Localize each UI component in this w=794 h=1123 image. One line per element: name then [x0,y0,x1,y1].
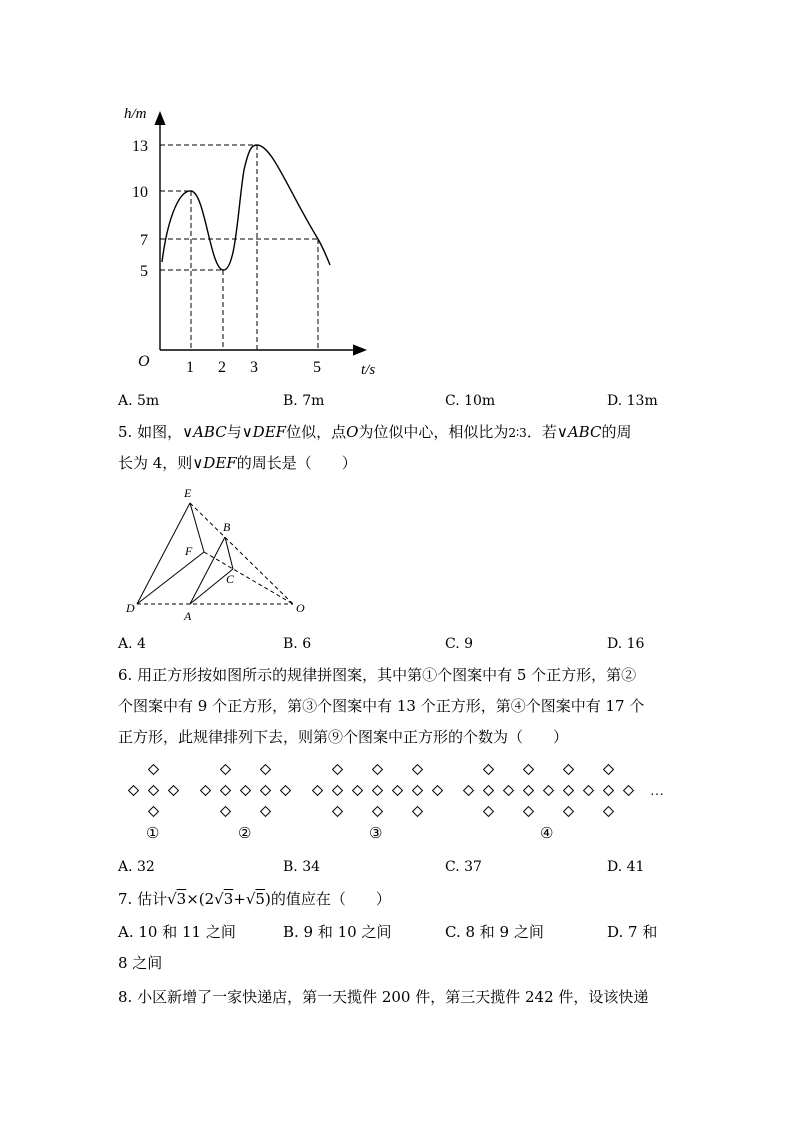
q6-line-1: 6. 用正方形按如图所示的规律拼图案，其中第①个图案中有 5 个正方形，第② [118,666,637,684]
figure-labels [125,486,305,623]
q5-text: ．若 [526,423,557,441]
label-E: E [184,486,192,500]
pattern-label-3: ③ [369,826,383,842]
label-D: D [126,601,135,615]
y-tick-7: 7 [140,232,148,249]
q7-expr: ×(2 [186,890,215,908]
pattern-ellipsis: … [650,784,664,799]
sqrt-icon: √ [167,890,177,908]
q7-prefix: 7. 估计 [118,890,168,908]
label-B: B [223,520,231,534]
label-A: A [184,609,192,623]
square-patterns [129,765,634,817]
y-tick-10: 10 [132,184,148,201]
q5-text: 的周长是（ ） [236,454,357,472]
x-tick-3: 3 [250,359,258,376]
q7-suffix: 的值应在（ ） [270,890,391,908]
q5-option-d[interactable]: D. 16 [607,636,645,652]
q7-radicand-3: 5 [255,890,265,908]
q5-point-o: O [346,423,359,441]
q5-option-a[interactable]: A. 4 [118,636,146,652]
q5-ratio: 2∶3 [508,426,527,440]
q5-text: 与 [226,423,242,441]
q4-option-a[interactable]: A. 5m [118,393,160,409]
q6-option-b[interactable]: B. 34 [283,859,321,875]
q6-option-a[interactable]: A. 32 [118,859,155,875]
q5-text: 的周 [601,423,632,441]
y-axis-label: h/m [124,106,147,122]
q6-line-3: 正方形，此规律排列下去，则第⑨个图案中正方形的个数为（ ） [118,728,569,746]
q7-option-d-cont: 8 之间 [118,954,163,972]
pattern-label-1: ① [146,826,160,842]
q7-option-a[interactable]: A. 10 和 11 之间 [118,923,236,941]
q5-text: 位似，点 [286,423,347,441]
q5-text: 为位似中心，相似比为 [358,423,509,441]
q7-line [118,889,391,909]
y-tick-5: 5 [140,263,148,280]
q6-line-2: 个图案中有 9 个正方形，第③个图案中有 13 个正方形，第④个图案中有 17 个 [118,697,645,715]
q8-line-1: 8. 小区新增了一家快递店，第一天揽件 200 件，第三天揽件 242 件，设该快递 [118,988,649,1006]
x-tick-2: 2 [218,359,226,376]
q5-text: 5. 如图， [118,423,183,441]
q7-radicand-1: 3 [176,890,187,908]
q4-option-c[interactable]: C. 10m [445,393,496,409]
q6-option-d[interactable]: D. 41 [607,859,645,875]
q4-option-d[interactable]: D. 13m [607,393,658,409]
sqrt-icon: √ [214,890,224,908]
q6-option-c[interactable]: C. 37 [445,859,482,875]
q7-option-c[interactable]: C. 8 和 9 之间 [445,923,544,941]
pattern-label-2: ② [238,826,252,842]
similar-triangles-figure [137,503,293,604]
q5-line-2 [118,453,357,473]
q7-option-b[interactable]: B. 9 和 10 之间 [283,923,392,941]
q4-option-b[interactable]: B. 7m [283,393,325,409]
q5-option-c[interactable]: C. 9 [445,636,474,652]
q5-tri-def: ∨DEF [241,423,287,441]
y-tick-13: 13 [132,138,148,155]
q5-tri-abc: ∨ABC [182,423,227,441]
x-tick-5: 5 [313,359,321,376]
label-C: C [226,572,235,586]
q5-tri-def-2: ∨DEF [192,454,237,472]
q5-tri-abc-2: ∨ABC [556,423,602,441]
height-curve [162,145,330,270]
origin-label: O [138,353,150,370]
q7-paren: ) [264,890,271,908]
pattern-labels [146,826,553,842]
q5-line-1 [118,422,631,443]
x-tick-1: 1 [186,359,194,376]
q7-plus: + [233,890,246,908]
x-axis-label: t/s [361,362,376,378]
dashed-guides [160,145,318,350]
label-O: O [296,601,305,615]
sqrt-icon: √ [245,890,256,908]
pattern-label-4: ④ [540,826,554,842]
label-F: F [185,544,193,558]
q7-option-d[interactable]: D. 7 和 [607,923,658,941]
q5-option-b[interactable]: B. 6 [283,636,312,652]
q5-text: 长为 4，则 [118,454,193,472]
q7-radicand-2: 3 [223,890,234,908]
